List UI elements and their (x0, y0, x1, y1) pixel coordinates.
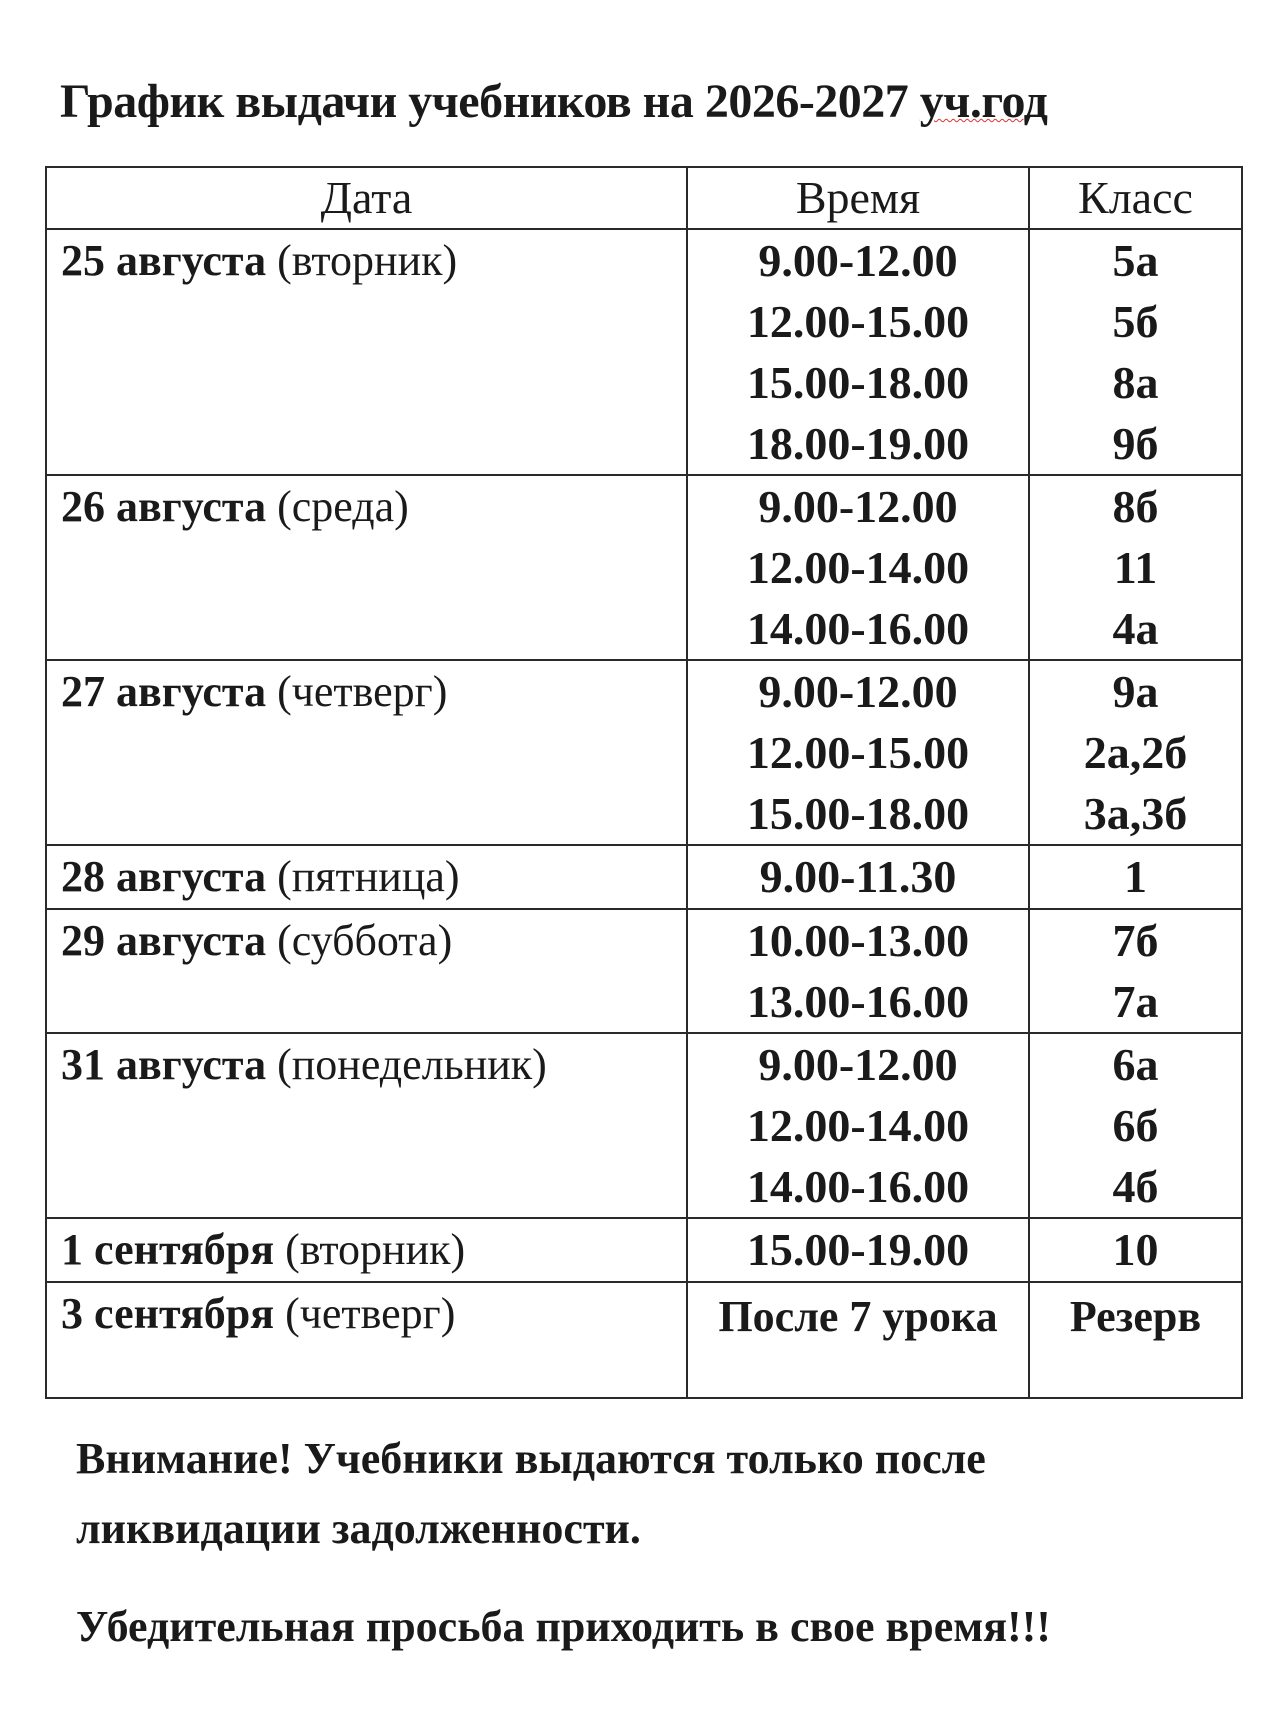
time-slot: 9.00-12.00 (758, 235, 958, 286)
class-value: 4а (1112, 603, 1159, 654)
time-cell (687, 1218, 1029, 1282)
header-class: Класс (1029, 167, 1242, 229)
page-title (60, 74, 1240, 129)
date-cell (46, 845, 687, 909)
time-slot: 12.00-15.00 (746, 296, 970, 347)
time-slot: 14.00-16.00 (746, 1161, 970, 1212)
class-value: 6а (1112, 1039, 1159, 1090)
title-underlined: уч.год (919, 75, 1048, 128)
time-slot: 9.00-12.00 (758, 481, 958, 532)
class-value: 8б (1112, 481, 1159, 532)
time-cell: После 7 урока (687, 1282, 1029, 1398)
time-slot: 10.00-13.00 (746, 915, 970, 966)
table-row (46, 845, 1242, 909)
date-cell (46, 660, 687, 845)
class-value: 5а (1112, 235, 1159, 286)
date-weekday: (вторник) (274, 1225, 466, 1274)
class-value: 8а (1112, 357, 1159, 408)
table-row (46, 475, 1242, 660)
class-value: 6б (1112, 1100, 1159, 1151)
date-weekday: (четверг) (266, 667, 448, 716)
class-value: 4б (1112, 1161, 1159, 1212)
class-value: 3а,3б (1083, 788, 1188, 839)
header-date: Дата (46, 167, 687, 229)
schedule-table (45, 166, 1243, 1399)
time-slot: 15.00-19.00 (746, 1224, 970, 1275)
time-slot: 9.00-11.30 (759, 851, 957, 902)
date-cell (46, 475, 687, 660)
request-note: Убедительная просьба приходить в свое время!!! (76, 1602, 1051, 1651)
header-time: Время (687, 167, 1029, 229)
date-weekday: (среда) (266, 482, 409, 531)
time-cell (687, 660, 1029, 845)
table-row (46, 1218, 1242, 1282)
time-slot: 14.00-16.00 (746, 603, 970, 654)
date-cell (46, 1033, 687, 1218)
class-cell (1029, 1033, 1242, 1218)
class-value: 5б (1112, 296, 1159, 347)
class-value: 2а,2б (1083, 727, 1188, 778)
warning-note: Внимание! Учебники выдаются только после ликвидации задолженности. (76, 1434, 986, 1553)
class-value: 9а (1112, 666, 1159, 717)
table-row (46, 909, 1242, 1033)
class-cell (1029, 1218, 1242, 1282)
class-value: 7а (1112, 976, 1159, 1027)
class-cell (1029, 845, 1242, 909)
title-main: График выдачи учебников на 2026-2027 (60, 75, 920, 128)
time-slot: 13.00-16.00 (746, 976, 970, 1027)
date-day: 3 сентября (61, 1289, 275, 1338)
time-cell (687, 475, 1029, 660)
time-cell (687, 909, 1029, 1033)
date-weekday: (суббота) (266, 916, 453, 965)
class-cell: Резерв (1029, 1282, 1242, 1398)
table-row (46, 1282, 1242, 1398)
time-slot: 15.00-18.00 (746, 357, 970, 408)
date-cell (46, 229, 687, 475)
class-value: 1 (1124, 851, 1147, 902)
date-cell (46, 1218, 687, 1282)
time-slot: 15.00-18.00 (746, 788, 970, 839)
time-slot: 18.00-19.00 (746, 418, 970, 469)
time-slot: 9.00-12.00 (758, 666, 958, 717)
table-row (46, 229, 1242, 475)
class-cell (1029, 475, 1242, 660)
date-weekday: (вторник) (266, 236, 458, 285)
class-value: 11 (1113, 542, 1158, 593)
time-slot: 9.00-12.00 (758, 1039, 958, 1090)
time-slot: 12.00-15.00 (746, 727, 970, 778)
date-day: 31 августа (61, 1040, 267, 1089)
time-slot: 12.00-14.00 (746, 542, 970, 593)
date-day: 1 сентября (61, 1225, 275, 1274)
class-value: 10 (1112, 1224, 1159, 1275)
date-cell (46, 1282, 687, 1398)
date-day: 29 августа (61, 916, 267, 965)
date-day: 25 августа (61, 236, 267, 285)
time-slot: 12.00-14.00 (746, 1100, 970, 1151)
table-row (46, 660, 1242, 845)
class-cell (1029, 909, 1242, 1033)
class-cell (1029, 229, 1242, 475)
schedule-body (46, 229, 1242, 1398)
date-day: 26 августа (61, 482, 267, 531)
date-weekday: (пятница) (266, 852, 460, 901)
date-weekday: (четверг) (274, 1289, 456, 1338)
class-value: 7б (1112, 915, 1159, 966)
time-cell (687, 845, 1029, 909)
time-cell (687, 229, 1029, 475)
date-weekday: (понедельник) (266, 1040, 547, 1089)
table-header-row (46, 167, 1242, 229)
table-row (46, 1033, 1242, 1218)
time-cell (687, 1033, 1029, 1218)
class-cell (1029, 660, 1242, 845)
date-day: 27 августа (61, 667, 267, 716)
class-value: 9б (1112, 418, 1159, 469)
date-day: 28 августа (61, 852, 267, 901)
date-cell (46, 909, 687, 1033)
